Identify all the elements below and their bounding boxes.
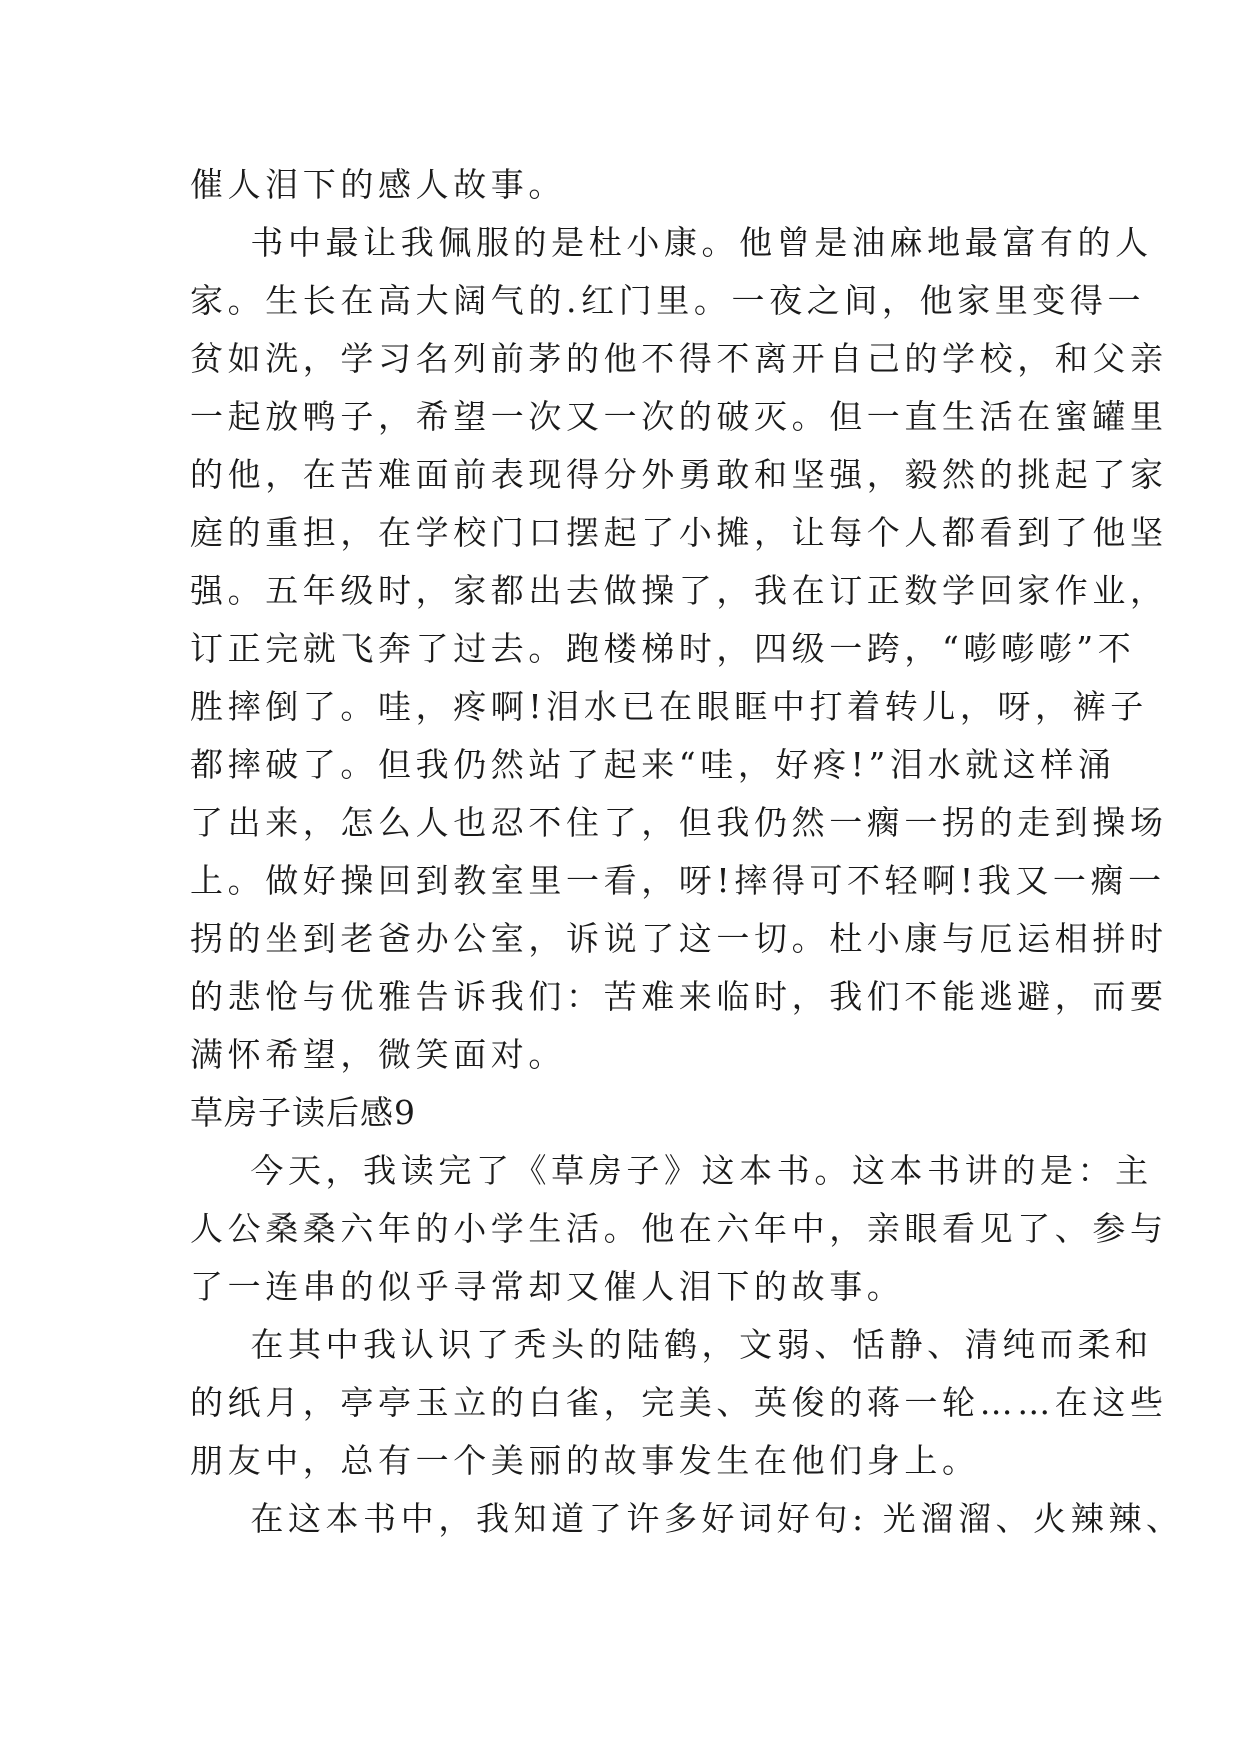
- text-line: 上。做好操回到教室里一看，呀!摔得可不轻啊!我又一瘸一: [190, 861, 1166, 900]
- text-line: 朋友中，总有一个美丽的故事发生在他们身上。: [190, 1441, 980, 1480]
- section-heading: 草房子读后感9: [190, 1093, 416, 1132]
- text-line: 一起放鸭子，希望一次又一次的破灭。但一直生活在蜜罐里: [190, 397, 1168, 436]
- text-line: 在其中我认识了秃头的陆鹤，文弱、恬静、清纯而柔和: [190, 1325, 1153, 1364]
- text-line: 强。五年级时，家都出去做操了，我在订正数学回家作业，: [190, 571, 1168, 610]
- text-line: 胜摔倒了。哇，疼啊!泪水已在眼眶中打着转儿，呀，裤子: [190, 687, 1148, 726]
- text-line: 的纸月，亭亭玉立的白雀，完美、英俊的蒋一轮……在这些: [190, 1383, 1168, 1422]
- text-line: 家。生长在高大阔气的.红门里。一夜之间，他家里变得一: [190, 281, 1146, 320]
- text-line: 人公桑桑六年的小学生活。他在六年中，亲眼看见了、参与: [190, 1209, 1168, 1248]
- text-line: 的他，在苦难面前表现得分外勇敢和坚强，毅然的挑起了家: [190, 455, 1168, 494]
- text-line: 催人泪下的感人故事。: [190, 165, 566, 204]
- text-line: 书中最让我佩服的是杜小康。他曾是油麻地最富有的人: [190, 223, 1153, 262]
- text-line: 的悲怆与优雅告诉我们：苦难来临时，我们不能逃避，而要: [190, 977, 1168, 1016]
- text-line: 订正完就飞奔了过去。跑楼梯时，四级一跨，“嘭嘭嘭”不: [190, 629, 1136, 668]
- text-line: 庭的重担，在学校门口摆起了小摊，让每个人都看到了他坚: [190, 513, 1168, 552]
- text-line: 今天，我读完了《草房子》这本书。这本书讲的是：主: [190, 1151, 1153, 1190]
- text-line: 了一连串的似乎寻常却又催人泪下的故事。: [190, 1267, 905, 1306]
- text-line: 都摔破了。但我仍然站了起来“哇，好疼!”泪水就这样涌: [190, 745, 1116, 784]
- text-line: 满怀希望，微笑面对。: [190, 1035, 566, 1074]
- text-line: 在这本书中，我知道了许多好词好句: 光溜溜、火辣辣、: [190, 1499, 1184, 1538]
- text-line: 拐的坐到老爸办公室，诉说了这一切。杜小康与厄运相拼时: [190, 919, 1168, 958]
- document-body: [190, 156, 1184, 1548]
- text-line: 了出来，怎么人也忍不住了，但我仍然一瘸一拐的走到操场: [190, 803, 1168, 842]
- text-line: 贫如洗，学习名列前茅的他不得不离开自己的学校，和父亲: [190, 339, 1168, 378]
